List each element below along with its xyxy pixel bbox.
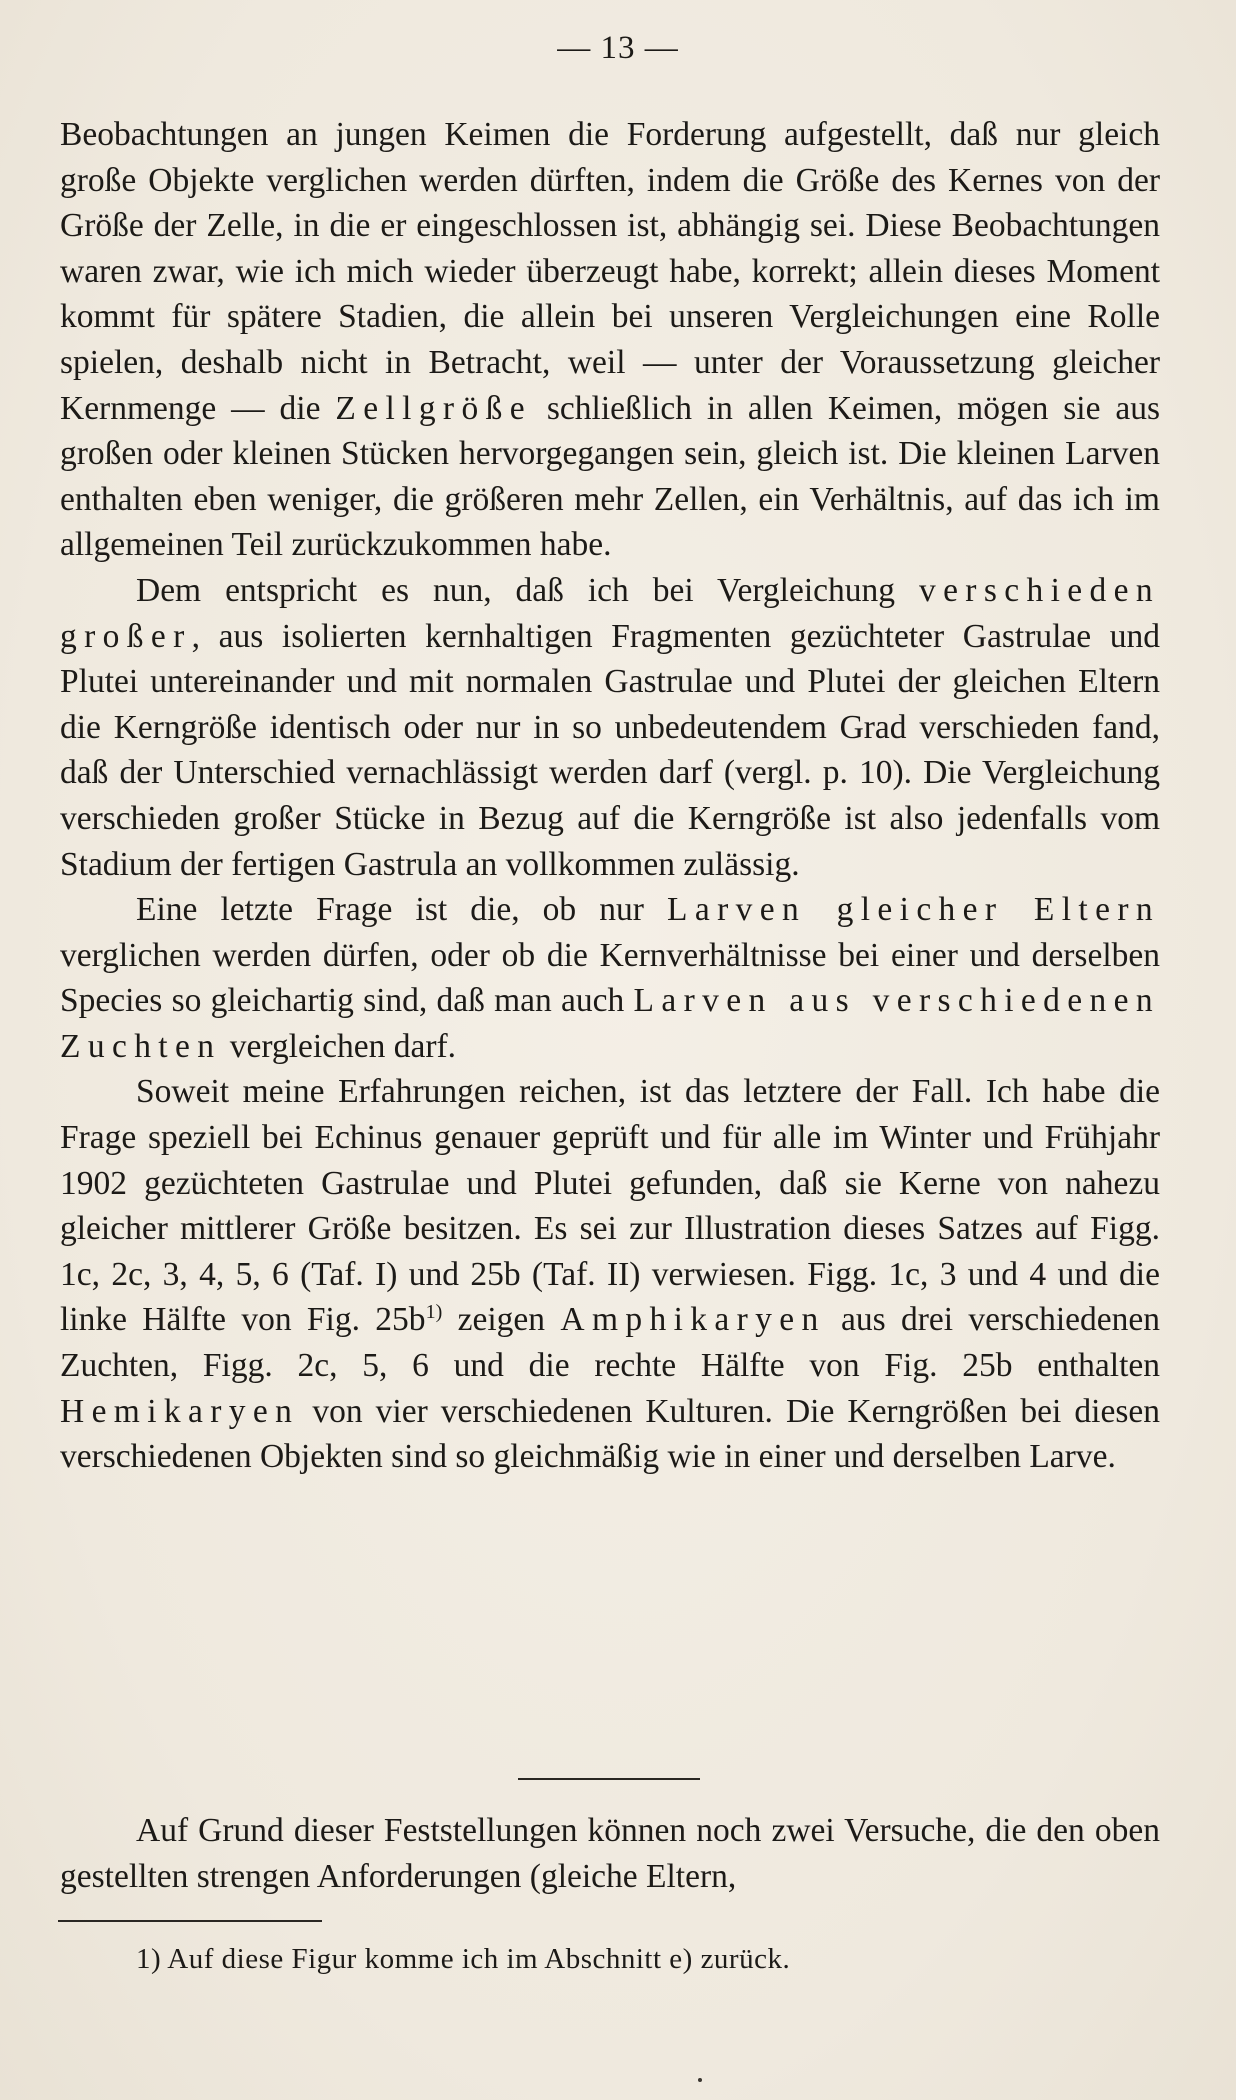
spaced-emphasis: Hemikaryen: [60, 1392, 300, 1430]
spaced-emphasis: Larven gleicher Eltern: [667, 891, 1160, 929]
paper-speck: [698, 2078, 702, 2082]
paragraph-2: Dem entspricht es nun, daß ich bei Vergleichung verschieden großer, aus isolierten kernhaltigen Fragmenten gezüchteter Gastrulae und Plutei untereinander und mit normalen Gastrulae und Plutei der gleichen Eltern die Kerngröße identisch oder nur in so unbedeutendem Grad verschieden fand, daß der Unterschied vernachlässigt werden darf (vergl. p. 10). Die Vergleichung verschieden großer Stücke in Bezug auf die Kerngröße ist also jedenfalls vom Stadium der fertigen Gastrula an vollkommen zulässig.: [60, 571, 1160, 883]
main-text: [60, 112, 1160, 1480]
paragraph-1: Beobachtungen an jungen Keimen die Forderung aufgestellt, daß nur gleich große Objekte verglichen werden dürften, indem die Größe des Kernes von der Größe der Zelle, in die er eingeschlossen ist, abhängig sei. Diese Beobachtungen waren zwar, wie ich mich wieder überzeugt habe, korrekt; allein dieses Moment kommt für spätere Stadien, die allein bei unseren Vergleichungen eine Rolle spielen, deshalb nicht in Betracht, weil — unter der Voraussetzung gleicher Kernmenge — die Zellgröße schließlich in allen Keimen, mögen sie aus großen oder kleinen Stücken hervorgegangen sein, gleich ist. Die kleinen Larven enthalten eben weniger, die größeren mehr Zellen, ein Verhältnis, auf das ich im allgemeinen Teil zurückzukommen habe.: [60, 116, 1160, 564]
continuation-text: [60, 1808, 1160, 1899]
footnote: 1) Auf diese Figur komme ich im Abschnitt e) zurück.: [136, 1943, 791, 1975]
spaced-emphasis: verschieden großer: [60, 571, 1160, 655]
spaced-emphasis: Larven aus verschiedenen Zuchten: [60, 982, 1160, 1065]
page-number: — 13 —: [557, 30, 679, 66]
spaced-emphasis: Amphikaryen: [560, 1301, 826, 1339]
section-divider: [518, 1778, 700, 1780]
spaced-emphasis: Zellgröße: [335, 389, 532, 427]
footnote-divider: [58, 1920, 322, 1922]
paragraph-4: Soweit meine Erfahrungen reichen, ist das letztere der Fall. Ich habe die Frage speziell bei Echinus genauer geprüft und für alle im Winter und Frühjahr 1902 gezüchteten Gastrulae und Plutei gefunden, daß sie Kerne von nahezu gleicher mittlerer Größe besitzen. Es sei zur Illustration dieses Satzes auf Figg. 1c, 2c, 3, 4, 5, 6 (Taf. I) und 25b (Taf. II) verwiesen. Figg. 1c, 3 und 4 und die linke Hälfte von Fig. $25b^{1)}$ zeigen Amphikaryen aus drei verschiedenen Zuchten, Figg. 2c, 5, 6 und die rechte Hälfte von Fig. 25b enthalten Hemikaryen von vier verschiedenen Kulturen. Die Kerngrößen bei diesen verschiedenen Objekten sind so gleichmäßig wie in einer und derselben Larve.: [60, 1073, 1160, 1476]
paragraph-5: Auf Grund dieser Feststellungen können noch zwei Versuche, die den oben gestellten strengen Anforderungen (gleiche Eltern,: [60, 1812, 1160, 1895]
paragraph-3: Eine letzte Frage ist die, ob nur Larven gleicher Eltern verglichen werden dürfen, oder ob die Kernverhältnisse bei einer und derselben Species so gleichartig sind, daß man auch Larven aus verschiedenen Zuchten vergleichen darf.: [60, 891, 1160, 1065]
footnote-marker: 1): [425, 1301, 443, 1324]
